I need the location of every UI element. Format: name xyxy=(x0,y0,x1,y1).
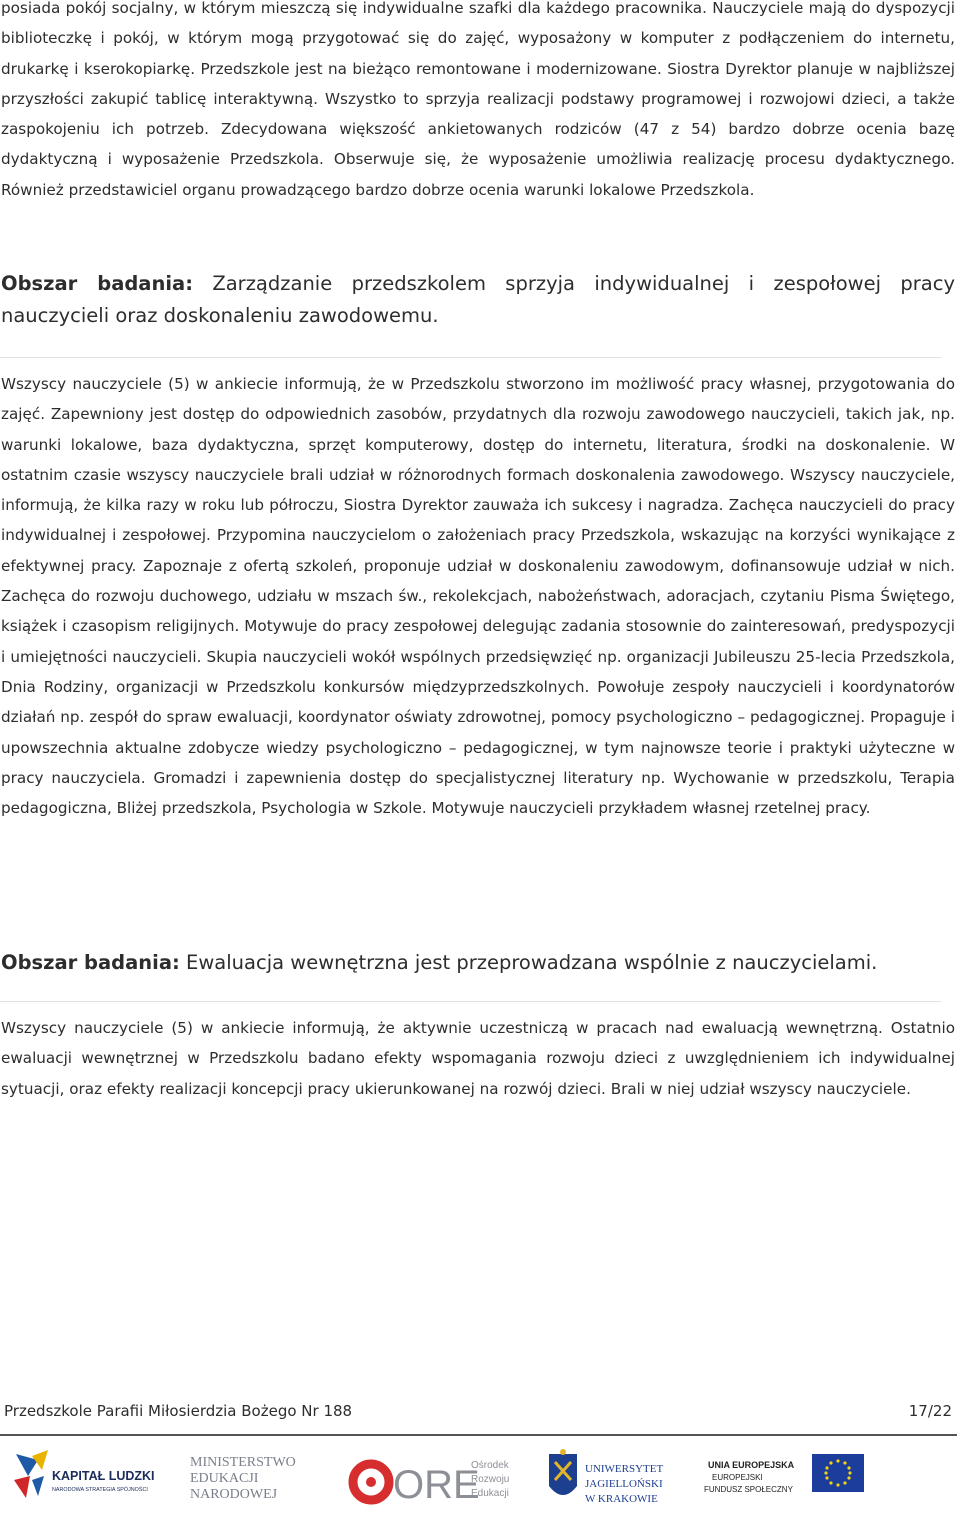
ore-logo xyxy=(347,1446,527,1512)
logo-text: JAGIELLOŃSKI xyxy=(585,1478,663,1490)
logo-text: Ośrodek xyxy=(471,1460,509,1471)
logo-text: EDUKACJI xyxy=(190,1471,259,1486)
section-label: Obszar badania: xyxy=(1,951,180,974)
section-heading-evaluation xyxy=(1,947,955,979)
logo-mark: ORE xyxy=(393,1463,480,1507)
eu-logo xyxy=(700,1446,870,1512)
divider xyxy=(0,357,941,358)
kapital-ludzki-logo xyxy=(8,1446,168,1512)
men-logo xyxy=(188,1446,308,1512)
footer-school-name: Przedszkole Parafii Miłosierdzia Bożego Nr 188 xyxy=(4,1402,353,1420)
section-title: Zarządzanie przedszkolem sprzyja indywidualnej i zespołowej pracy nauczycieli oraz doskonaleniu zawodowemu. xyxy=(1,272,955,327)
page-number: 17/22 xyxy=(908,1402,952,1420)
paragraph-management-body: Wszyscy nauczyciele (5) w ankiecie informują, że w Przedszkolu stworzono im możliwość pracy własnej, przygotowania do zajęć. Zapewniony jest dostęp do odpowiednich zasobów, przydatnych dla rozwoju zawodowego nauczycieli, takich jak, np. warunki lokalowe, baza dydaktyczna, sprzęt komputerowy, dostęp do internetu, literatura, środki na doskonalenie. W ostatnim czasie wszyscy nauczyciele brali udział w różnorodnych formach doskonalenia zawodowego. Wszyscy nauczyciele, informują, że kilka razy w roku lub półroczu, Siostra Dyrektor zauważa ich sukcesy i nagradza. Zachęca nauczycieli do pracy indywidualnej i zespołowej. Przypomina nauczycielom o założeniach pracy Przedszkola, wskazując na korzyści wynikające z efektywnej pracy. Zapoznaje z ofertą szkoleń, proponuje udział w doskonaleniu zawodowym, dofinansowuje udział w nich. Zachęca do rozwoju duchowego, udziału w mszach św., rekolekcjach, nabożeństwach, adoracjach, czytaniu Pisma Świętego, książek i czasopism religijnych. Motywuje do pracy zespołowej delegując zadania stosownie do zainteresowań, predyspozycji i umiejętności nauczycieli. Skupia nauczycieli wokół wspólnych przedsięwzięć np. organizacji Jubileuszu 25-lecia Przedszkola, Dnia Rodziny, organizacji w Przedszkolu konkursów międzyprzedszkolnych. Powołuje zespoły nauczycieli i koordynatorów działań np. zespół do spraw ewaluacji, koordynator oświaty zdrowotnej, pomocy psychologiczno – pedagogicznej. Propaguje i upowszechnia aktualne zdobycze wiedzy psychologiczno – pedagogicznej, w tym najnowsze teorie i praktyki użyteczne w pracy nauczyciela. Gromadzi i zapewnienia dostęp do specjalistycznej literatury np. Wychowanie w przedszkolu, Terapia pedagogiczna, Bliżej przedszkola, Psychologia w Szkole. Motywuje nauczycieli przykładem własnej rzetelnej pracy. xyxy=(1,375,955,818)
logo-text: UNIWERSYTET xyxy=(585,1463,664,1475)
page-footer xyxy=(4,1402,952,1420)
uj-logo xyxy=(545,1446,685,1512)
logo-subtext: NARODOWA STRATEGIA SPÓJNOŚCI xyxy=(52,1487,148,1493)
logo-text: EUROPEJSKI xyxy=(712,1473,763,1482)
logo-text: NARODOWEJ xyxy=(190,1487,278,1502)
footer-rule xyxy=(0,1434,957,1436)
logo-text: Edukacji xyxy=(471,1488,509,1499)
paragraph-evaluation-body: Wszyscy nauczyciele (5) w ankiecie informują, że aktywnie uczestniczą w pracach nad ewaluacją wewnętrzną. Ostatnio ewaluacji wewnętrznej w Przedszkolu badano efekty wspomagania rozwoju dzieci z uwzględnieniem ich indywidualnej sytuacji, oraz efekty realizacji koncepcji pracy ukierunkowanej na rozwój dzieci. Brali w niej udział wszyscy nauczyciele. xyxy=(1,1019,955,1098)
section-heading-management xyxy=(1,268,955,332)
paragraph-intro: posiada pokój socjalny, w którym mieszczą się indywidualne szafki dla każdego pracownika. Nauczyciele mają do dyspozycji biblioteczkę i pokój, w którym mogą przygotować się do zajęć, wyposażony w komputer z podłączeniem do internetu, drukarkę i kserokopiarkę. Przedszkole jest na bieżąco remontowane i modernizowane. Siostra Dyrektor planuje w najbliższej przyszłości zakupić tablicę interaktywną. Wszystko to sprzyja realizacji podstawy programowej i rozwojowi dzieci, a także zaspokojeniu ich potrzeb. Zdecydowana większość ankietowanych rodziców (47 z 54) bardzo dobrze ocenia bazę dydaktyczną i wyposażenie Przedszkola. Obserwuje się, że wyposażenie umożliwia realizację procesu dydaktycznego. Również przedstawiciel organu prowadzącego bardzo dobrze ocenia warunki lokalowe Przedszkola. xyxy=(1,0,955,199)
logo-text: UNIA EUROPEJSKA xyxy=(708,1460,795,1470)
logo-text: Rozwoju xyxy=(471,1474,510,1485)
divider xyxy=(0,1001,941,1002)
logo-text: FUNDUSZ SPOŁECZNY xyxy=(704,1485,793,1494)
logo-text: KAPITAŁ LUDZKI xyxy=(52,1469,155,1483)
section-label: Obszar badania: xyxy=(1,272,193,295)
logo-text: W KRAKOWIE xyxy=(585,1493,658,1505)
section-title: Ewaluacja wewnętrzna jest przeprowadzana wspólnie z nauczycielami. xyxy=(186,951,878,974)
logo-text: MINISTERSTWO xyxy=(190,1455,296,1470)
